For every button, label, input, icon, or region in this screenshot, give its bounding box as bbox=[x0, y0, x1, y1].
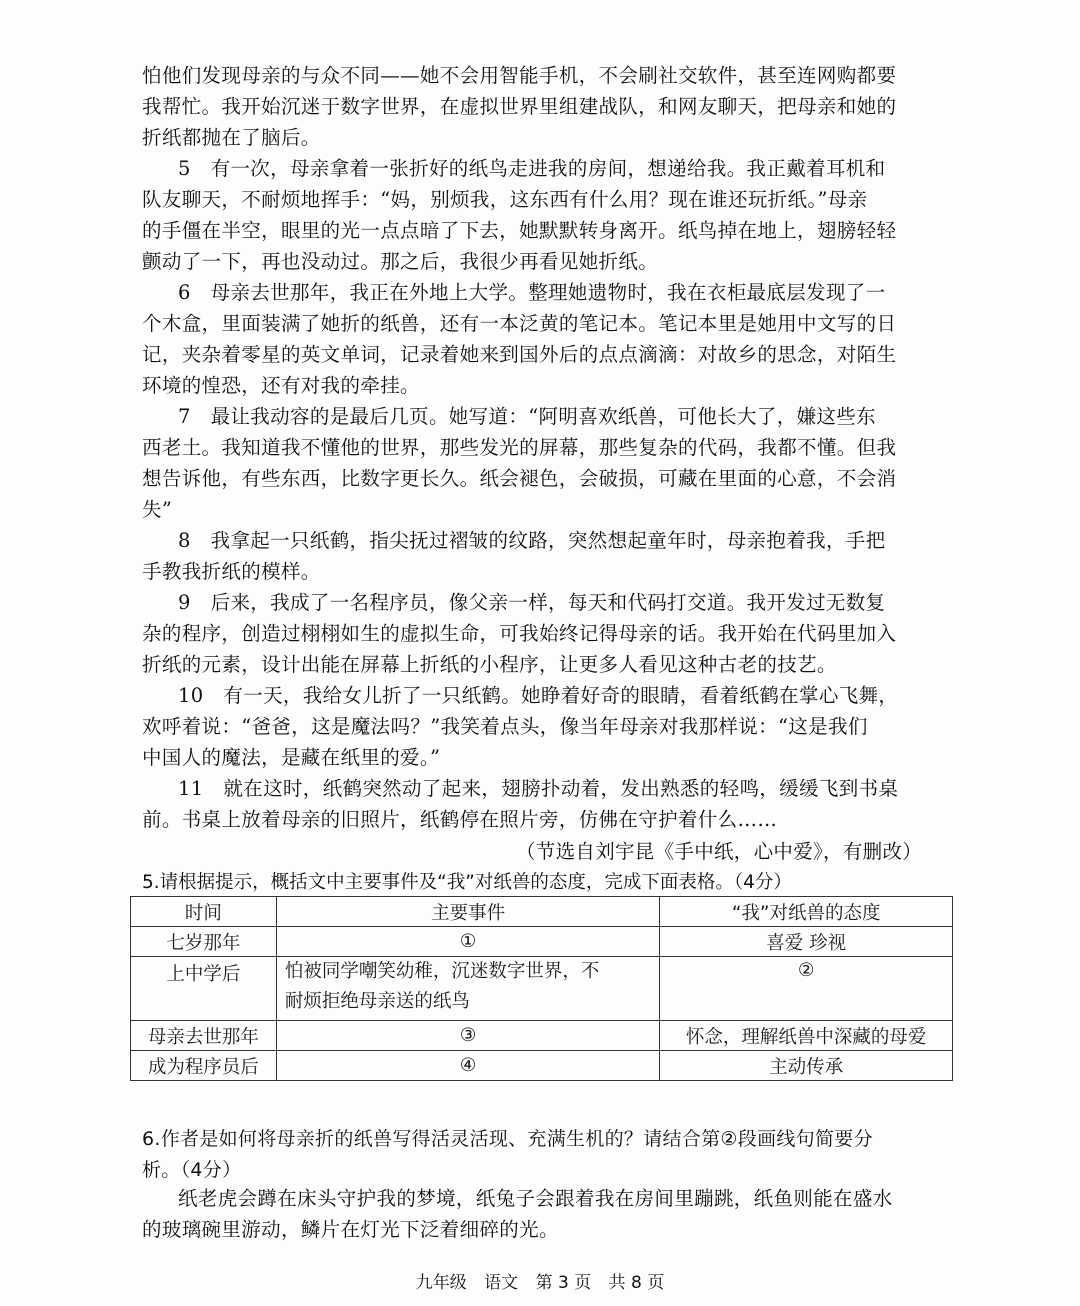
table-cell-time: 七岁那年 bbox=[131, 927, 277, 957]
passage-line: 记，夹杂着零星的英文单词，记录着她来到国外后的点点滴滴：对故乡的思念，对陌生 bbox=[142, 343, 897, 366]
passage-line: 折纸都抛在了脑后。 bbox=[142, 126, 321, 149]
table-header: 时间 bbox=[131, 897, 277, 927]
passage-line: 折纸的元素，设计出能在屏幕上折纸的小程序，让更多人看见这种古老的技艺。 bbox=[142, 653, 837, 676]
table-row bbox=[131, 927, 953, 957]
table-cell-attitude: ② bbox=[660, 957, 953, 1021]
table-row bbox=[131, 1051, 953, 1081]
table-cell-event bbox=[276, 957, 660, 1021]
table-header-row bbox=[131, 897, 953, 927]
passage-line: 5 有一次，母亲拿着一张折好的纸鸟走进我的房间，想递给我。我正戴着耳机和 bbox=[178, 157, 886, 180]
table-cell-event: ① bbox=[276, 927, 660, 957]
passage-line: 8 我拿起一只纸鹤，指尖抚过褶皱的纹路，突然想起童年时，母亲抱着我，手把 bbox=[178, 529, 886, 552]
passage-line: 环境的惶恐，还有对我的牵挂。 bbox=[142, 374, 420, 397]
passage-line: 西老土。我知道我不懂他的世界，那些发光的屏幕，那些复杂的代码，我都不懂。但我 bbox=[142, 436, 897, 459]
passage-line: 失” bbox=[142, 498, 173, 521]
table-cell-event: ③ bbox=[276, 1021, 660, 1051]
table-cell-attitude: 怀念，理解纸兽中深藏的母爱 bbox=[660, 1021, 953, 1051]
table-header: 主要事件 bbox=[276, 897, 660, 927]
passage-line: 7 最让我动容的是最后几页。她写道：“阿明喜欢纸兽，可他长大了，嫌这些东 bbox=[178, 405, 876, 428]
table-cell-attitude: 主动传承 bbox=[660, 1051, 953, 1081]
table-header: “我”对纸兽的态度 bbox=[660, 897, 953, 927]
table-cell-time: 母亲去世那年 bbox=[131, 1021, 277, 1051]
passage-line: 杂的程序，创造过栩栩如生的虚拟生命，可我始终记得母亲的话。我开始在代码里加入 bbox=[142, 622, 897, 645]
source-citation: （节选自刘宇昆《手中纸，心中爱》，有删改） bbox=[516, 840, 923, 863]
question-6-line: 6.作者是如何将母亲折的纸兽写得活灵活现、充满生机的？请结合第②段画线句简要分 bbox=[142, 1128, 873, 1150]
table-cell-event-line: 怕被同学嘲笑幼稚，沉迷数字世界，不 bbox=[284, 961, 600, 982]
passage-line: 9 后来，我成了一名程序员，像父亲一样，每天和代码打交道。我开发过无数复 bbox=[178, 591, 886, 614]
table-cell-time: 上中学后 bbox=[131, 957, 277, 1021]
table-cell-attitude: 喜爱 珍视 bbox=[660, 927, 953, 957]
table-row bbox=[131, 1021, 953, 1051]
question-6-quote-line: 纸老虎会蹲在床头守护我的梦境，纸兔子会跟着我在房间里蹦跳，纸鱼则能在盛水 bbox=[178, 1187, 893, 1210]
passage-line: 10 有一天，我给女儿折了一只纸鹤。她睁着好奇的眼睛，看着纸鹤在掌心飞舞， bbox=[178, 684, 899, 707]
passage-line: 队友聊天，不耐烦地挥手：“妈，别烦我，这东西有什么用？现在谁还玩折纸。”母亲 bbox=[142, 188, 868, 211]
footer-total-pages: 共 8 页 bbox=[608, 1273, 665, 1293]
passage-line: 想告诉他，有些东西，比数字更长久。纸会褪色，会破损，可藏在里面的心意，不会消 bbox=[142, 467, 897, 490]
passage-line: 个木盒，里面装满了她折的纸兽，还有一本泛黄的笔记本。笔记本里是她用中文写的日 bbox=[142, 312, 897, 335]
page-footer bbox=[0, 1268, 1080, 1293]
passage-line: 我帮忙。我开始沉迷于数字世界，在虚拟世界里组建战队，和网友聊天，把母亲和她的 bbox=[142, 95, 897, 118]
passage-line: 怕他们发现母亲的与众不同——她不会用智能手机，不会刷社交软件，甚至连网购都要 bbox=[142, 64, 897, 87]
question-6-quote-line: 的玻璃碗里游动，鳞片在灯光下泛着细碎的光。 bbox=[142, 1218, 559, 1241]
question-6-line: 析。（4分） bbox=[142, 1159, 242, 1181]
passage-line: 欢呼着说：“爸爸，这是魔法吗？”我笑着点头，像当年母亲对我那样说：“这是我们 bbox=[142, 715, 868, 738]
passage-line: 手教我折纸的模样。 bbox=[142, 560, 321, 583]
table-cell-event: ④ bbox=[276, 1051, 660, 1081]
events-table bbox=[130, 896, 953, 1081]
footer-page-number: 第 3 页 bbox=[535, 1273, 592, 1293]
passage-line: 6 母亲去世那年，我正在外地上大学。整理她遗物时，我在衣柜最底层发现了一 bbox=[178, 281, 886, 304]
table-cell-time: 成为程序员后 bbox=[131, 1051, 277, 1081]
table-cell-event-line: 耐烦拒绝母亲送的纸鸟 bbox=[284, 991, 470, 1012]
footer-subject: 语文 bbox=[484, 1273, 519, 1293]
passage-line: 中国人的魔法，是藏在纸里的爱。” bbox=[142, 746, 441, 769]
passage-line: 颤动了一下，再也没动过。那之后，我很少再看见她折纸。 bbox=[142, 250, 659, 273]
question-5-title: 5.请根据提示，概括文中主要事件及“我”对纸兽的态度，完成下面表格。（4分） bbox=[142, 872, 792, 893]
passage-line: 11 就在这时，纸鹤突然动了起来，翅膀扑动着，发出熟悉的轻鸣，缓缓飞到书桌 bbox=[178, 777, 899, 800]
table-row bbox=[131, 957, 953, 1021]
passage-line: 前。书桌上放着母亲的旧照片，纸鹤停在照片旁，仿佛在守护着什么…… bbox=[142, 808, 778, 831]
passage-line: 的手僵在半空，眼里的光一点点暗了下去，她默默转身离开。纸鸟掉在地上，翅膀轻轻 bbox=[142, 219, 897, 242]
footer-grade: 九年级 bbox=[415, 1273, 467, 1293]
